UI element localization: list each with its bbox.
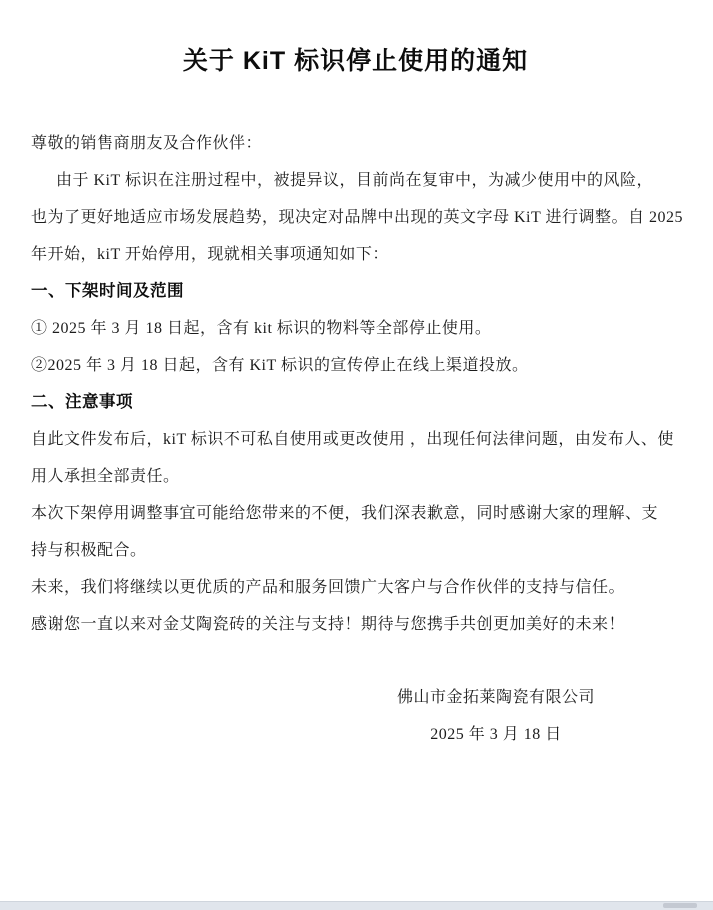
page-title: 关于 KiT 标识停止使用的通知	[182, 47, 529, 75]
section-1-item: ②2025 年 3 月 18 日起，含有 KiT 标识的宣传停止在线上渠道投放。	[31, 357, 529, 374]
scrollbar-thumb[interactable]	[663, 903, 697, 908]
notice-document	[0, 42, 713, 753]
document-page	[0, 42, 713, 910]
intro-line: 由于 KiT 标识在注册过程中，被提异议，目前尚在复审中，为减少使用中的风险，	[56, 172, 653, 189]
section-2-line: 本次下架停用调整事宜可能给您带来的不便，我们深表歉意，同时感谢大家的理解、支	[31, 505, 659, 522]
signature-block	[376, 679, 616, 753]
section-1-item: ① 2025 年 3 月 18 日起，含有 kit 标识的物料等全部停止使用。	[31, 320, 492, 337]
section-2-line: 用人承担全部责任。	[31, 468, 180, 485]
section-1-heading: 一、下架时间及范围	[31, 282, 184, 300]
section-2-line: 持与积极配合。	[31, 542, 147, 559]
section-2-line: 未来，我们将继续以更优质的产品和服务回馈广大客户与合作伙伴的支持与信任。	[31, 579, 626, 596]
section-2-heading: 二、注意事项	[31, 393, 133, 411]
intro-line: 年开始，kiT 开始停用，现就相关事项通知如下：	[31, 246, 389, 263]
signature-company: 佛山市金拓莱陶瓷有限公司	[396, 689, 595, 706]
intro-line: 也为了更好地适应市场发展趋势，现决定对品牌中出现的英文字母 KiT 进行调整。自 2025	[31, 209, 683, 226]
section-2-line: 自此文件发布后，kiT 标识不可私自使用或更改使用 ，出现任何法律问题，由发布人、使	[31, 431, 674, 448]
salutation: 尊敬的销售商朋友及合作伙伴：	[31, 135, 263, 152]
horizontal-scrollbar[interactable]	[0, 901, 713, 910]
signature-date: 2025 年 3 月 18 日	[430, 726, 562, 743]
section-2-line: 感谢您一直以来对金艾陶瓷砖的关注与支持！期待与您携手共创更加美好的未来！	[31, 616, 626, 633]
